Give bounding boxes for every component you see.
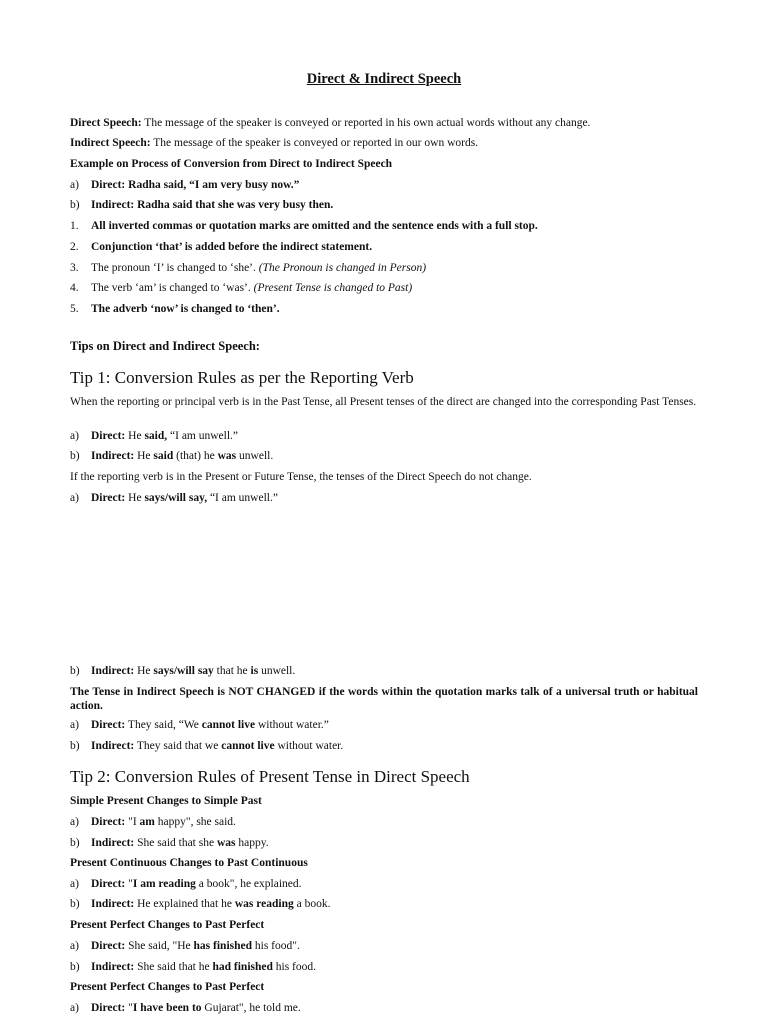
list-marker: b)	[70, 665, 80, 677]
rule-1: All inverted commas or quotation marks are omitted and the sentence ends with a full stop.	[91, 220, 538, 232]
list-marker: 3.	[70, 262, 79, 274]
present-perfect-heading: Present Perfect Changes to Past Perfect	[70, 919, 265, 931]
list-marker: 2.	[70, 241, 79, 253]
rule-3: The pronoun ‘I’ is changed to ‘she’. (The Pronoun is changed in Person)	[91, 262, 427, 274]
tip-1-paragraph-2: If the reporting verb is in the Present or Future Tense, the tenses of the Direct Speech do not change.	[70, 471, 532, 483]
rule-4: The verb ‘am’ is changed to ‘was’. (Present Tense is changed to Past)	[91, 282, 413, 294]
list-marker: b)	[70, 961, 80, 973]
example-indirect: Indirect: Radha said that she was very busy then.	[91, 199, 334, 211]
tip-1-present-indirect: Indirect: He says/will say that he is unwell.	[91, 665, 296, 677]
tip-1-direct: Direct: He said, “I am unwell.”	[91, 430, 239, 442]
universal-direct: Direct: They said, “We cannot live without water.”	[91, 719, 329, 731]
list-marker: a)	[70, 719, 79, 731]
tip-1-heading: Tip 1: Conversion Rules as per the Reporting Verb	[70, 368, 414, 387]
list-marker: a)	[70, 816, 79, 828]
list-marker: 1.	[70, 220, 79, 232]
rule-5: The adverb ‘now’ is changed to ‘then’.	[91, 303, 280, 315]
present-perfect-indirect: Indirect: She said that he had finished his food.	[91, 961, 317, 973]
tips-heading: Tips on Direct and Indirect Speech:	[70, 339, 260, 353]
present-continuous-indirect: Indirect: He explained that he was reading a book.	[91, 898, 331, 910]
list-marker: b)	[70, 740, 80, 752]
list-marker: a)	[70, 179, 79, 191]
tip-1-present-direct: Direct: He says/will say, “I am unwell.”	[91, 492, 278, 504]
present-continuous-heading: Present Continuous Changes to Past Continuous	[70, 857, 308, 869]
present-perfect-direct-2: Direct: "I have been to Gujarat", he told me.	[91, 1002, 301, 1014]
list-marker: b)	[70, 898, 80, 910]
list-marker: a)	[70, 1002, 79, 1014]
tip-2-heading: Tip 2: Conversion Rules of Present Tense in Direct Speech	[70, 767, 470, 786]
example-direct: Direct: Radha said, “I am very busy now.”	[91, 179, 300, 191]
present-perfect-heading-2: Present Perfect Changes to Past Perfect	[70, 981, 265, 993]
tip-1-indirect: Indirect: He said (that) he was unwell.	[91, 450, 274, 462]
list-marker: b)	[70, 199, 80, 211]
list-marker: a)	[70, 430, 79, 442]
indirect-speech-definition: Indirect Speech: The message of the speaker is conveyed or reported in our own words.	[70, 137, 479, 149]
list-marker: b)	[70, 837, 80, 849]
list-marker: a)	[70, 492, 79, 504]
universal-indirect: Indirect: They said that we cannot live without water.	[91, 740, 344, 752]
list-marker: a)	[70, 878, 79, 890]
page-title: Direct & Indirect Speech	[306, 71, 462, 87]
present-continuous-direct: Direct: "I am reading a book", he explained.	[91, 878, 302, 890]
present-perfect-direct: Direct: She said, "He has finished his food".	[91, 940, 300, 952]
example-heading: Example on Process of Conversion from Direct to Indirect Speech	[70, 158, 393, 170]
list-marker: a)	[70, 940, 79, 952]
rule-2: Conjunction ‘that’ is added before the indirect statement.	[91, 241, 373, 253]
tip-1-paragraph: When the reporting or principal verb is in the Past Tense, all Present tenses of the direct are changed into the corresponding Past Tenses.	[70, 396, 697, 408]
simple-present-indirect: Indirect: She said that she was happy.	[91, 837, 269, 849]
direct-speech-definition: Direct Speech: The message of the speaker is conveyed or reported in his own actual words without any change.	[70, 117, 591, 129]
list-marker: b)	[70, 450, 80, 462]
universal-truth-rule: The Tense in Indirect Speech is NOT CHANGED if the words within the quotation marks talk of a universal truth or habitual action.	[70, 686, 698, 712]
list-marker: 4.	[70, 282, 79, 294]
simple-present-direct: Direct: "I am happy", she said.	[91, 816, 236, 828]
simple-present-heading: Simple Present Changes to Simple Past	[70, 795, 262, 807]
list-marker: 5.	[70, 303, 79, 315]
